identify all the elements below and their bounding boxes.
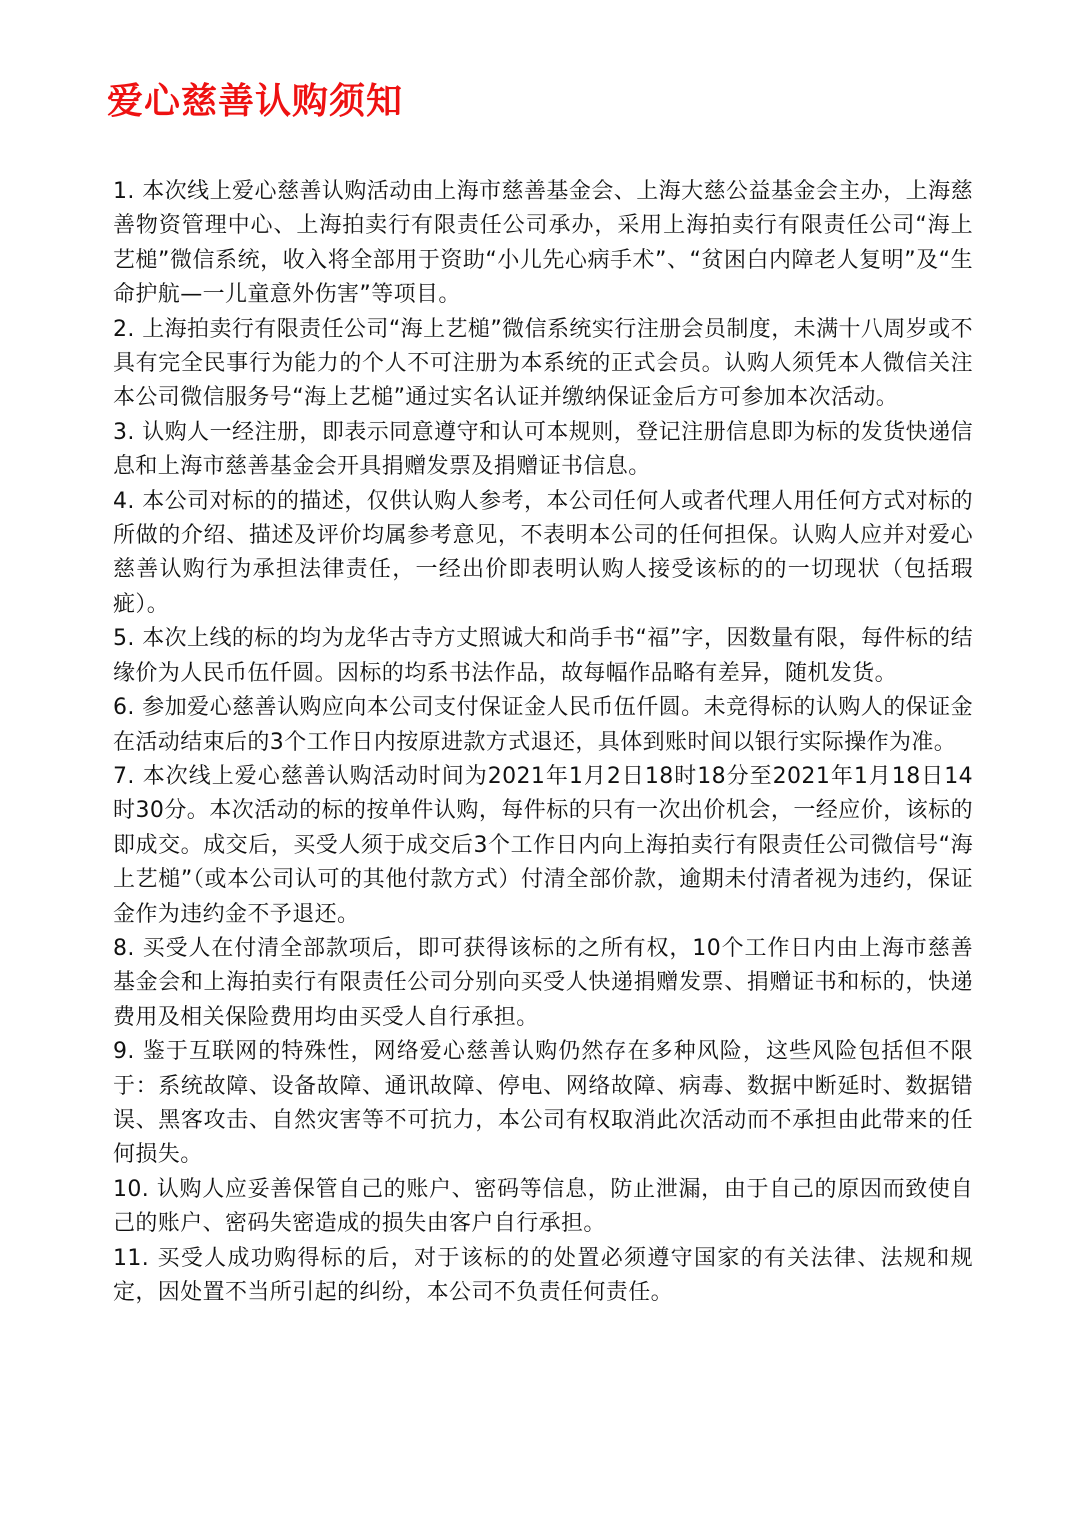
rule-item: 4. 本公司对标的的描述，仅供认购人参考，本公司任何人或者代理人用任何方式对标的所做的介绍、描述及评价均属参考意见，不表明本公司的任何担保。认购人应并对爱心慈善认购行为承担法律责任，一经出价即表明认购人接受该标的的一切现状（包括瑕疵）。: [113, 488, 973, 617]
page-title: 爱心慈善认购须知: [107, 81, 404, 122]
rule-item: 11. 买受人成功购得标的后，对于该标的的处置必须遵守国家的有关法律、法规和规定，因处置不当所引起的纠纷，本公司不负责任何责任。: [113, 1245, 973, 1305]
rule-item: 10. 认购人应妥善保管自己的账户、密码等信息，防止泄漏，由于自己的原因而致使自己的账户、密码失密造成的损失由客户自行承担。: [113, 1176, 973, 1237]
rule-item: 5. 本次上线的标的均为龙华古寺方丈照诚大和尚手书“福”字，因数量有限，每件标的结缘价为人民币伍仟圆。因标的均系书法作品，故每幅作品略有差异，随机发货。: [113, 626, 973, 686]
rule-item: 1. 本次线上爱心慈善认购活动由上海市慈善基金会、上海大慈公益基金会主办，上海慈善物资管理中心、上海拍卖行有限责任公司承办，采用上海拍卖行有限责任公司“海上艺槌”微信系统，收入将全部用于资助“小儿先心病手术”、“贫困白内障老人复明”及“生命护航—一儿童意外伤害”等项目。: [113, 179, 973, 308]
rule-item: 3. 认购人一经注册，即表示同意遵守和认可本规则，登记注册信息即为标的发货快递信息和上海市慈善基金会开具捐赠发票及捐赠证书信息。: [113, 419, 973, 480]
rule-item: 7. 本次线上爱心慈善认购活动时间为2021年1月2日18时18分至2021年1月18日14时30分。本次活动的标的按单件认购，每件标的只有一次出价机会，一经应价，该标的即成交。成交后，买受人须于成交后3个工作日内向上海拍卖行有限责任公司微信号“海上艺槌”（或本公司认可的其他付款方式）付清全部价款，逾期未付清者视为违约，保证金作为违约金不予退还。: [113, 763, 973, 927]
rule-item: 9. 鉴于互联网的特殊性，网络爱心慈善认购仍然存在多种风险，这些风险包括但不限于：系统故障、设备故障、通讯故障、停电、网络故障、病毒、数据中断延时、数据错误、黑客攻击、自然灾害等不可抗力，本公司有权取消此次活动而不承担由此带来的任何损失。: [113, 1039, 973, 1168]
rules-list: [113, 175, 973, 1310]
rule-item: 2. 上海拍卖行有限责任公司“海上艺槌”微信系统实行注册会员制度，未满十八周岁或不具有完全民事行为能力的个人不可注册为本系统的正式会员。认购人须凭本人微信关注本公司微信服务号“海上艺槌”通过实名认证并缴纳保证金后方可参加本次活动。: [113, 316, 973, 411]
rule-item: 8. 买受人在付清全部款项后，即可获得该标的之所有权，10个工作日内由上海市慈善基金会和上海拍卖行有限责任公司分别向买受人快递捐赠发票、捐赠证书和标的，快递费用及相关保险费用均由买受人自行承担。: [113, 935, 973, 1030]
rule-item: 6. 参加爱心慈善认购应向本公司支付保证金人民币伍仟圆。未竞得标的认购人的保证金在活动结束后的3个工作日内按原进款方式退还，具体到账时间以银行实际操作为准。: [113, 695, 973, 755]
